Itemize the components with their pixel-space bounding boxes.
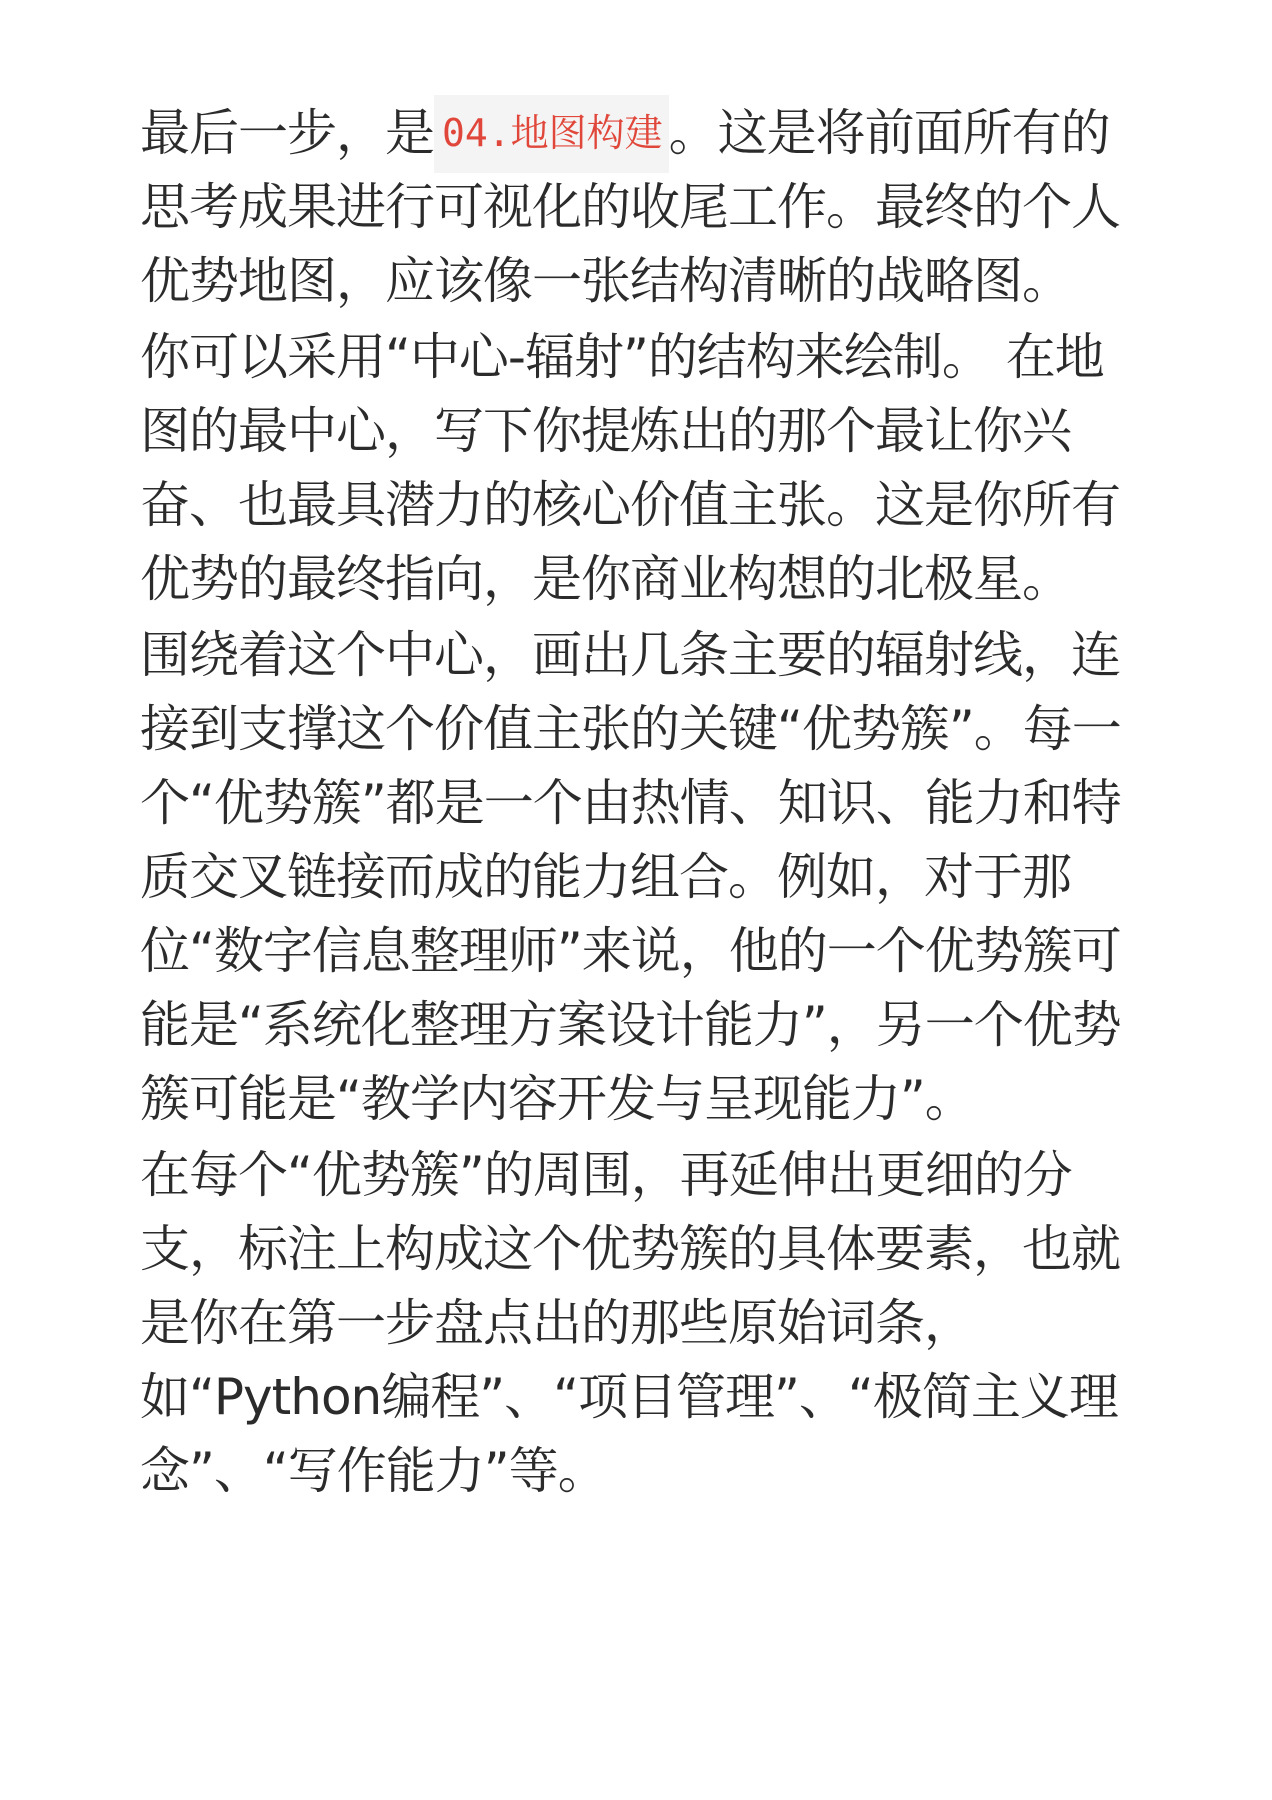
paragraph-4: 在每个“优势簇”的周围，再延伸出更细的分支，标注上构成这个优势簇的具体要素，也就是你在第一步盘点出的那些原始词条，如“Python编程”、“项目管理”、“极简主义理念”、“写作能力”等。 — [140, 1146, 1120, 1500]
paragraph-1-body: 。这是将前面所有的思考成果进行可视化的收尾工作。最终的个人优势地图，应该像一张结构清晰的战略图。 — [140, 104, 1120, 310]
paragraph-3: 围绕着这个中心，画出几条主要的辐射线，连接到支撑这个价值主张的关键“优势簇”。每一个“优势簇”都是一个由热情、知识、能力和特质交叉链接而成的能力组合。例如，对于那位“数字信息整理师”来说，他的一个优势簇可能是“系统化整理方案设计能力”，另一个优势簇可能是“教学内容开发与呈现能力”。 — [140, 626, 1121, 1128]
paragraph-1-intro: 最后一步，是 — [140, 104, 434, 162]
section-code-highlight: 04.地图构建 — [434, 95, 669, 173]
paragraph-1 — [140, 96, 1140, 318]
paragraph-2: 你可以采用“中心-辐射”的结构来绘制。 在地图的最中心，写下你提炼出的那个最让你兴奋、也最具潜力的核心价值主张。这是你所有优势的最终指向，是你商业构想的北极星。 — [140, 328, 1120, 608]
document-body — [140, 96, 1140, 1508]
